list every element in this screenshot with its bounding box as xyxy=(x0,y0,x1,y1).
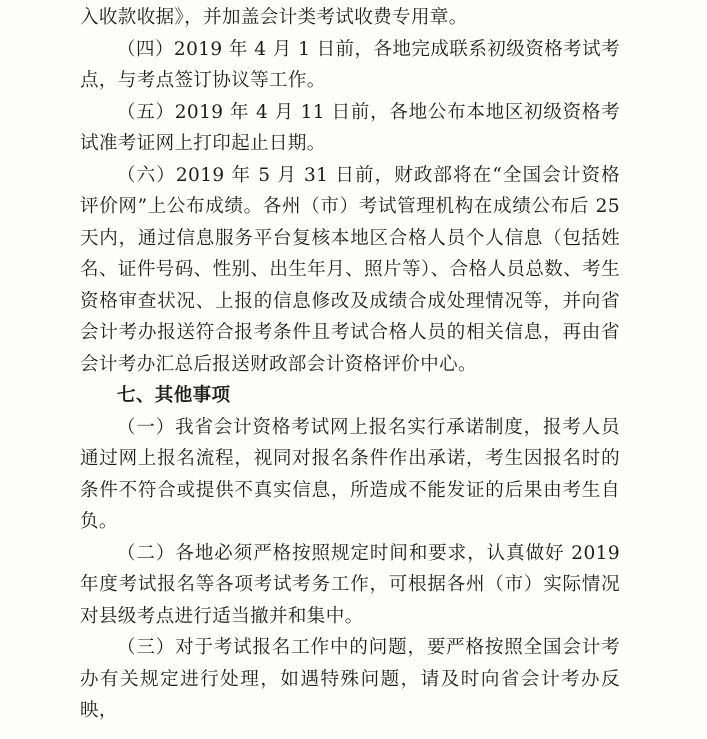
paragraph-other-3: （三）对于考试报名工作中的问题，要严格按照全国会计考办有关规定进行处理，如遇特殊问题，请及时向省会计考办反映， xyxy=(80,637,620,721)
paragraph-item-5: （五）2019 年 4 月 11 日前，各地公布本地区初级资格考试准考证网上打印起止日期。 xyxy=(80,101,620,154)
paragraph-continuation: 入收款收据》，并加盖会计类考试收费专用章。 xyxy=(80,7,468,28)
paragraph-item-4: （四）2019 年 4 月 1 日前，各地完成联系初级资格考试考点，与考点签订协议等工作。 xyxy=(80,38,620,91)
paragraph-other-2: （二）各地必须严格按照规定时间和要求，认真做好 2019 年度考试报名等各项考试考务工作，可根据各州（市）实际情况对县级考点进行适当撤并和集中。 xyxy=(80,542,620,627)
section-heading: 七、其他事项 xyxy=(117,385,231,406)
paragraph-other-1: （一）我省会计资格考试网上报名实行承诺制度，报考人员通过网上报名流程，视同对报名条件作出承诺，考生因报名时的条件不符合或提供不真实信息，所造成不能发证的后果由考生自负。 xyxy=(80,416,620,532)
document-body xyxy=(80,2,620,727)
paragraph-item-6: （六）2019 年 5 月 31 日前，财政部将在“全国会计资格评价网”上公布成绩。各州（市）考试管理机构在成绩公布后 25 天内，通过信息服务平台复核本地区合格人员个人信息（包括姓名、证件号码、性别、出生年月、照片等）、合格人员总数、考生资格审查状况、上报的信息修改及成绩合成处理情况等，并向省会计考办报送符合报考条件且考试合格人员的相关信息，再由省会计考办汇总后报送财政部会计资格评价中心。 xyxy=(80,164,620,375)
